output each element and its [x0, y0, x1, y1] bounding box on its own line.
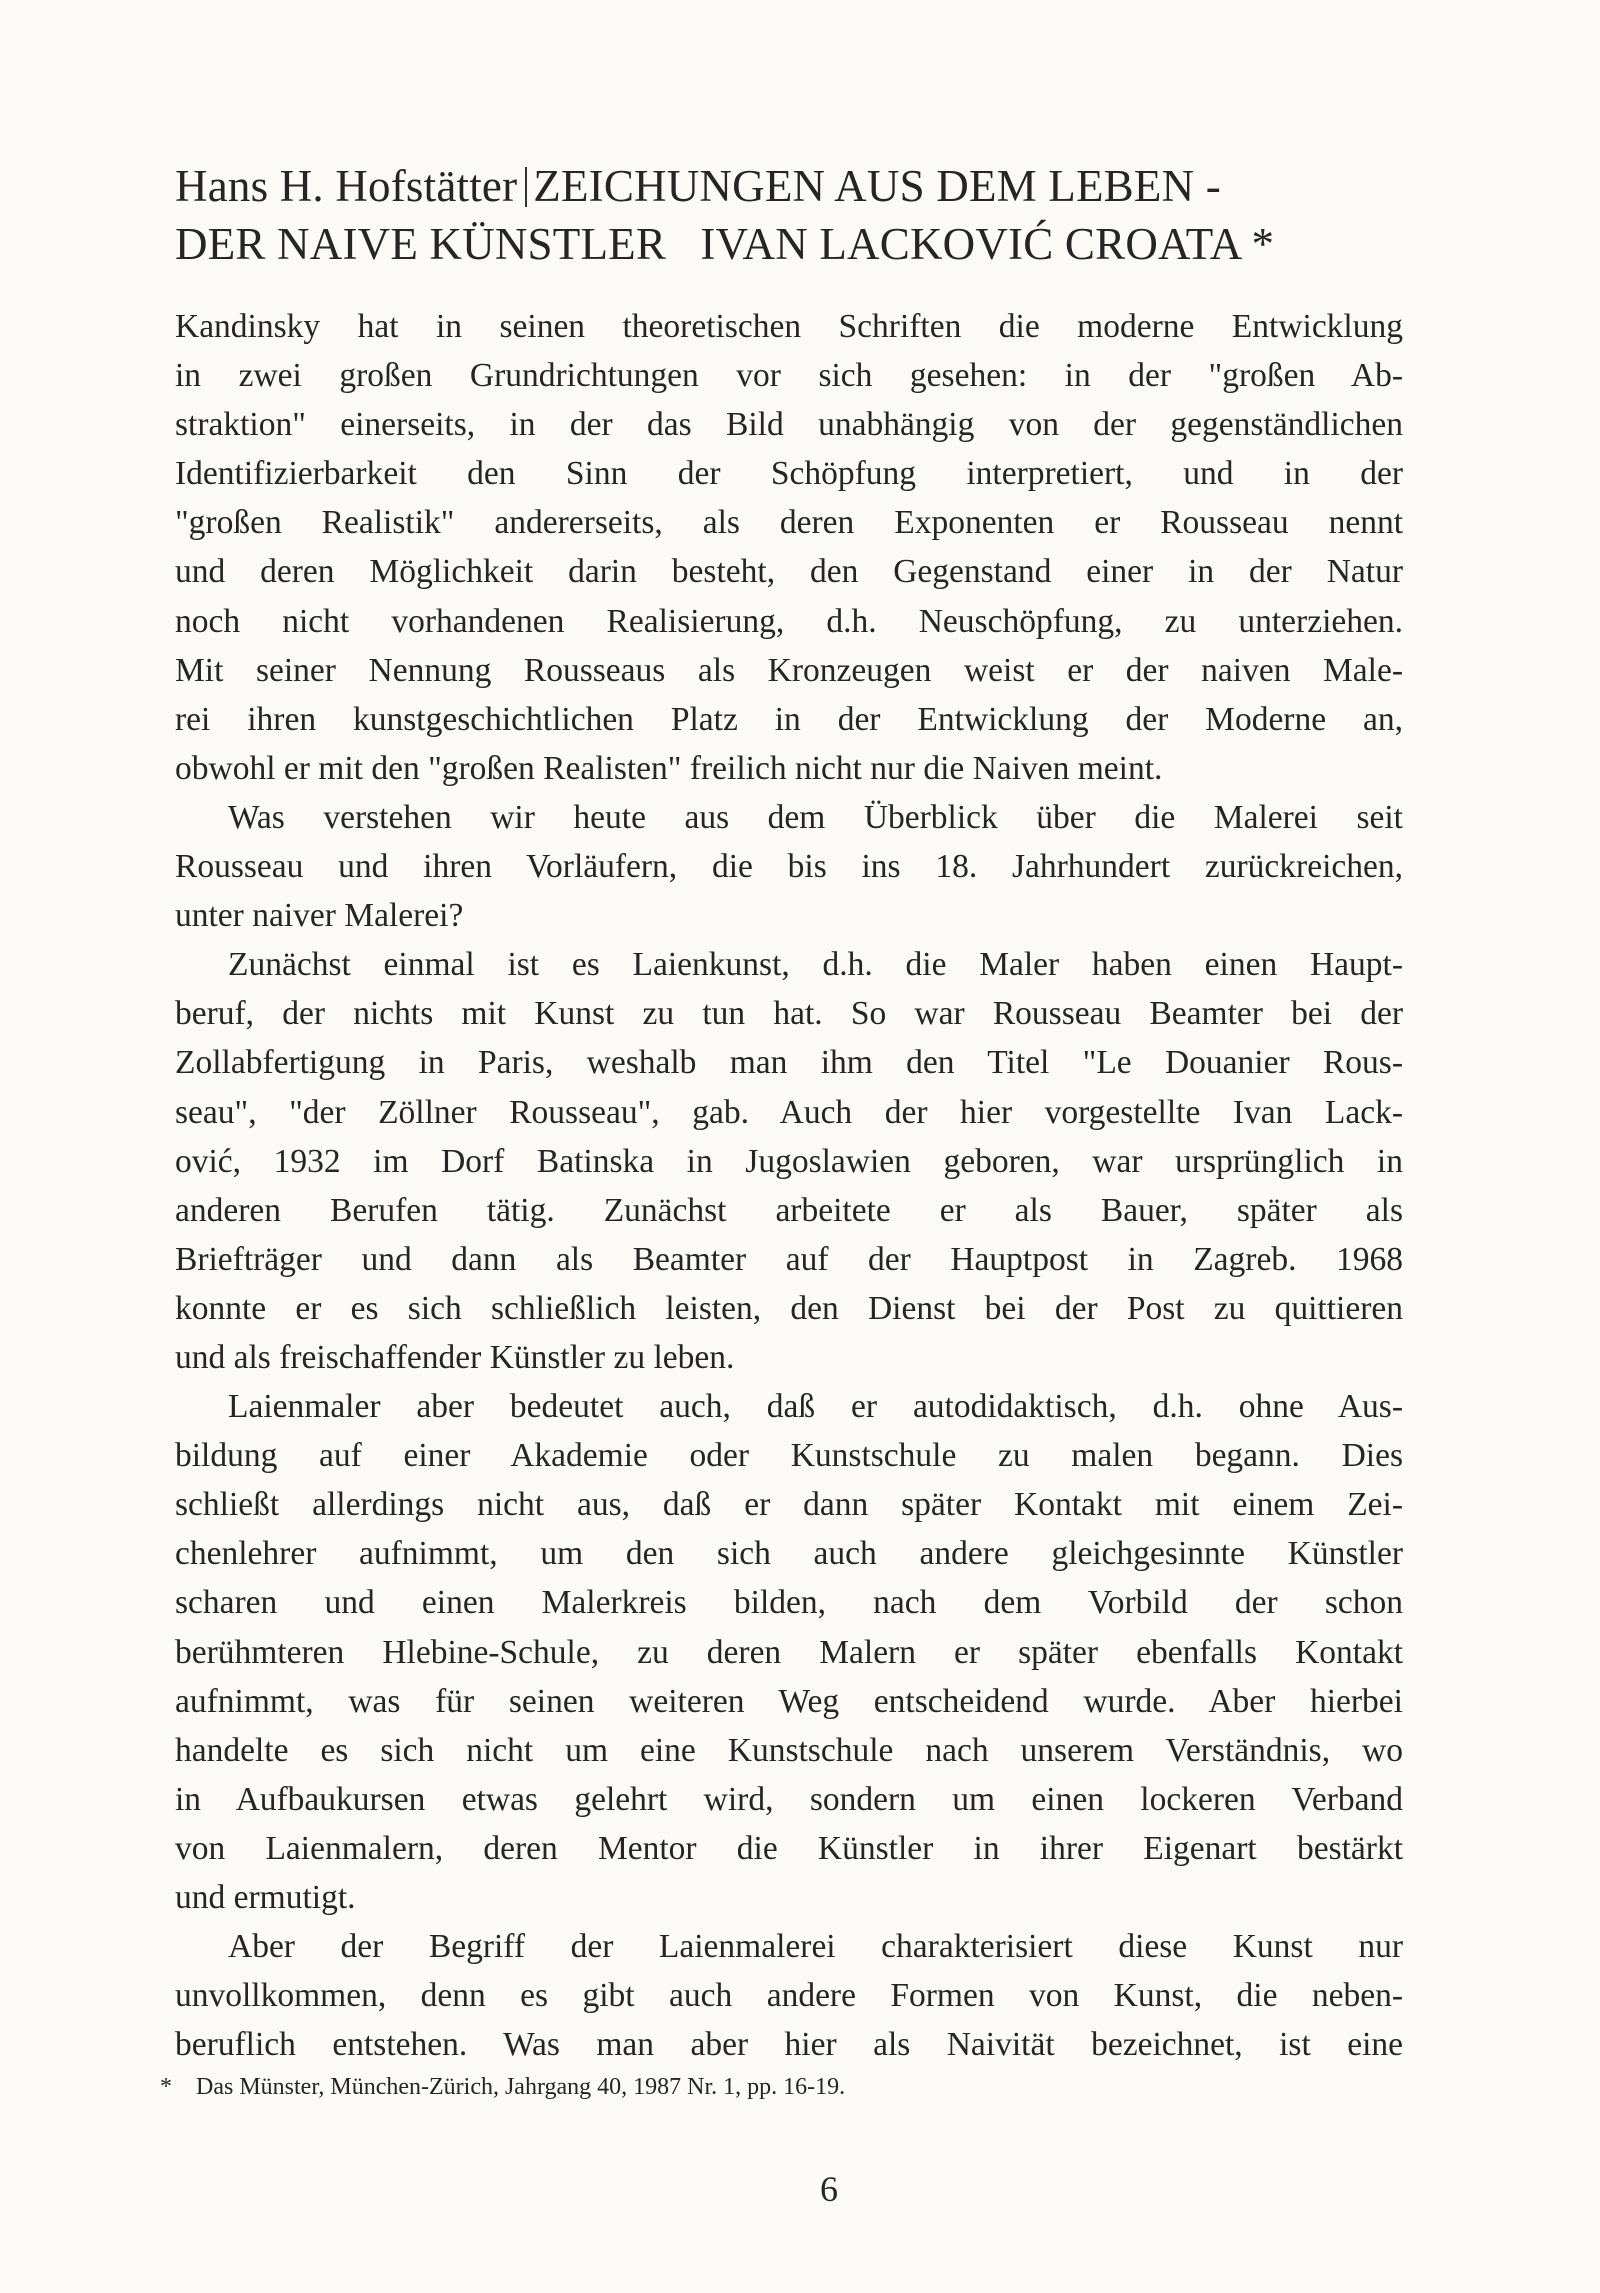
paragraph — [175, 1922, 1403, 2069]
separator-bar — [525, 167, 527, 207]
text-line: noch nicht vorhandenen Realisierung, d.h. Neuschöpfung, zu unterziehen. — [175, 602, 1403, 640]
text-line: Zollabfertigung in Paris, weshalb man ihm den Titel "Le Douanier Rous- — [175, 1044, 1403, 1082]
text-line: aufnimmt, was für seinen weiteren Weg entscheidend wurde. Aber hierbei — [175, 1682, 1403, 1720]
paragraph — [175, 940, 1403, 1382]
text-line: beruf, der nichts mit Kunst zu tun hat. So war Rousseau Beamter bei der — [175, 995, 1403, 1033]
footnote-text: Das Münster, München-Zürich, Jahrgang 40, 1987 Nr. 1, pp. 16-19. — [196, 2074, 846, 2100]
text-line: schließt allerdings nicht aus, daß er dann später Kontakt mit einem Zei- — [175, 1486, 1403, 1524]
text-line: und deren Möglichkeit darin besteht, den Gegenstand einer in der Natur — [175, 553, 1403, 591]
text-line: ović, 1932 im Dorf Batinska in Jugoslawien geboren, war ursprünglich in — [175, 1142, 1403, 1180]
text-line: in Aufbaukursen etwas gelehrt wird, sondern um einen lockeren Verband — [175, 1780, 1403, 1818]
text-line: chenlehrer aufnimmt, um den sich auch andere gleichgesinnte Künstler — [175, 1535, 1403, 1573]
text-line: bildung auf einer Akademie oder Kunstschule zu malen begann. Dies — [175, 1437, 1403, 1475]
article-heading-line-1 — [175, 160, 1221, 212]
text-line: seau", "der Zöllner Rousseau", gab. Auch der hier vorgestellte Ivan Lack- — [175, 1093, 1403, 1131]
article-body — [175, 302, 1403, 2069]
footnote — [160, 2074, 845, 2101]
article-title-part-2: DER NAIVE KÜNSTLER IVAN LACKOVIĆ CROATA * — [175, 219, 1275, 269]
text-line: und als freischaffender Künstler zu leben. — [175, 1338, 735, 1376]
text-line: beruflich entstehen. Was man aber hier als Naivität bezeichnet, ist eine — [175, 2026, 1403, 2064]
paragraph — [175, 793, 1403, 940]
text-line: Mit seiner Nennung Rousseaus als Kronzeugen weist er der naiven Male- — [175, 651, 1403, 689]
text-line: Zunächst einmal ist es Laienkunst, d.h. die Maler haben einen Haupt- — [228, 946, 1403, 984]
footnote-marker: * — [160, 2074, 172, 2100]
text-line: konnte er es sich schließlich leisten, den Dienst bei der Post zu quittieren — [175, 1289, 1403, 1327]
text-line: Identifizierbarkeit den Sinn der Schöpfung interpretiert, und in der — [175, 455, 1403, 493]
author-name: Hans H. Hofstätter — [175, 161, 518, 211]
text-line: Kandinsky hat in seinen theoretischen Schriften die moderne Entwicklung — [175, 308, 1403, 345]
text-line: handelte es sich nicht um eine Kunstschule nach unserem Verständnis, wo — [175, 1731, 1403, 1769]
text-line: obwohl er mit den "großen Realisten" freilich nicht nur die Naiven meint. — [175, 749, 1163, 787]
text-line: Was verstehen wir heute aus dem Überblick über die Malerei seit — [228, 798, 1403, 836]
text-line: scharen und einen Malerkreis bilden, nach dem Vorbild der schon — [175, 1584, 1403, 1622]
text-line: berühmteren Hlebine-Schule, zu deren Malern er später ebenfalls Kontakt — [175, 1633, 1403, 1671]
text-line: unvollkommen, denn es gibt auch andere Formen von Kunst, die neben- — [175, 1977, 1403, 2015]
paragraph — [175, 302, 1403, 793]
text-line: unter naiver Malerei? — [175, 897, 464, 935]
text-line: anderen Berufen tätig. Zunächst arbeitete er als Bauer, später als — [175, 1191, 1403, 1229]
text-line: von Laienmalern, deren Mentor die Künstler in ihrer Eigenart bestärkt — [175, 1829, 1403, 1867]
paragraph — [175, 1382, 1403, 1922]
text-line: Rousseau und ihren Vorläufern, die bis ins 18. Jahrhundert zurückreichen, — [175, 848, 1403, 886]
text-line: straktion" einerseits, in der das Bild unabhängig von der gegenständlichen — [175, 406, 1403, 444]
text-line: Laienmaler aber bedeutet auch, daß er autodidaktisch, d.h. ohne Aus- — [228, 1388, 1403, 1426]
page-number: 6 — [820, 2169, 838, 2209]
text-line: Briefträger und dann als Beamter auf der Hauptpost in Zagreb. 1968 — [175, 1240, 1403, 1278]
article-title-part-1: ZEICHUNGEN AUS DEM LEBEN - — [533, 161, 1221, 211]
text-line: in zwei großen Grundrichtungen vor sich gesehen: in der "großen Ab- — [175, 357, 1403, 395]
text-line: "großen Realistik" andererseits, als deren Exponenten er Rousseau nennt — [175, 504, 1403, 542]
text-line: rei ihren kunstgeschichtlichen Platz in der Entwicklung der Moderne an, — [175, 700, 1403, 738]
text-line: und ermutigt. — [175, 1879, 356, 1916]
text-line: Aber der Begriff der Laienmalerei charakterisiert diese Kunst nur — [228, 1928, 1403, 1966]
article-heading-line-2 — [175, 218, 1274, 270]
